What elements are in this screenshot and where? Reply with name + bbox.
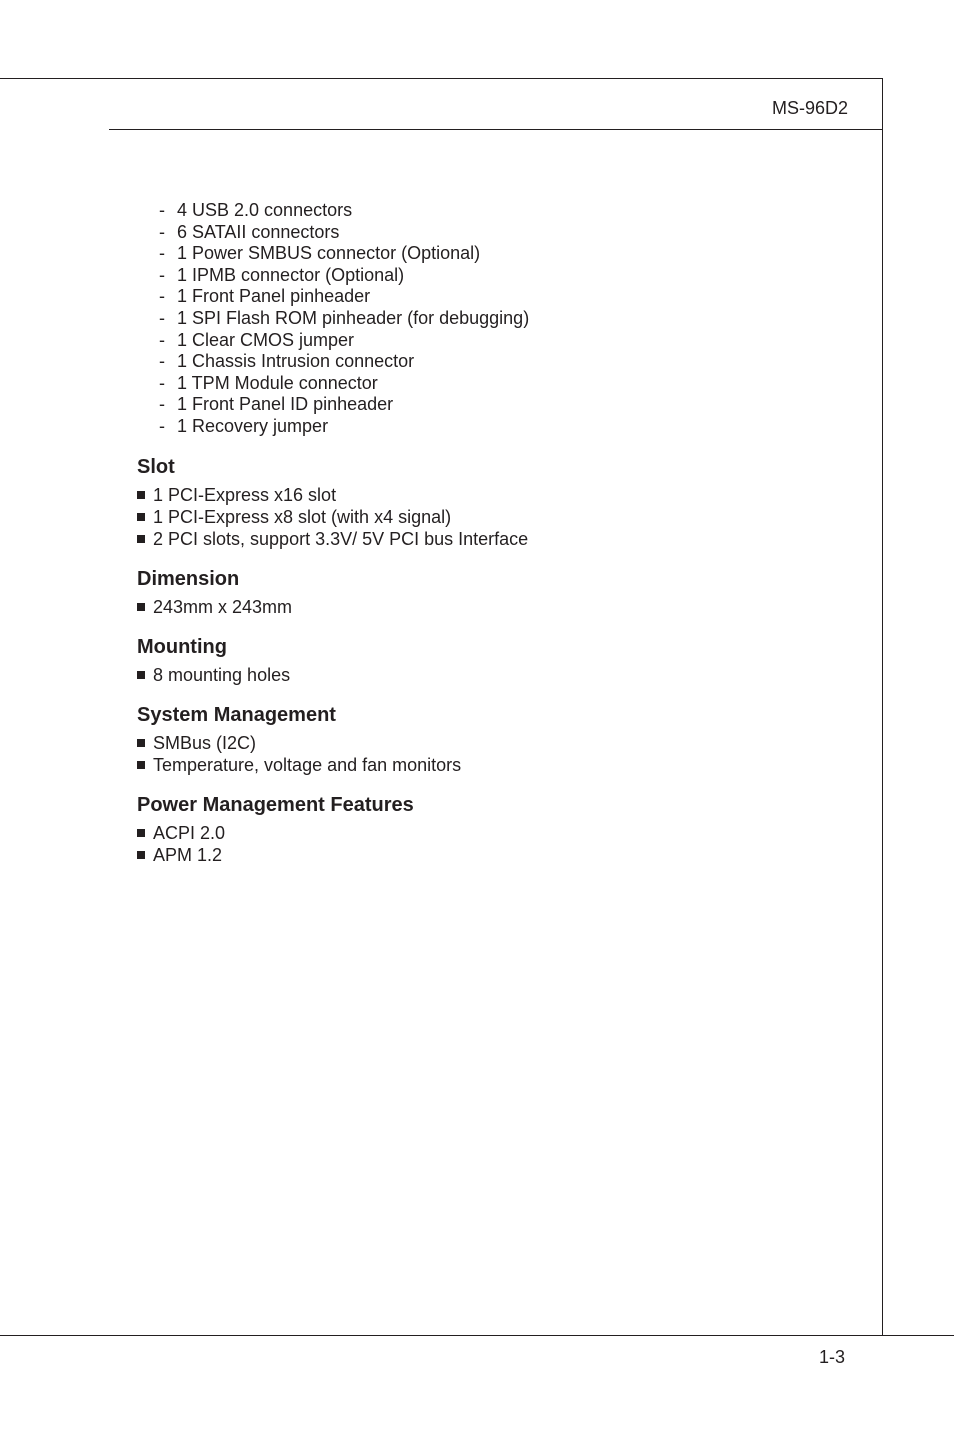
list-item: - 1 TPM Module connector [159,372,378,393]
header-rule [109,129,883,130]
square-bullet-icon [137,671,145,679]
dash-marker: - [159,243,165,264]
right-margin-rule [882,78,883,1336]
bullet-list [137,822,857,866]
dash-marker: - [159,200,165,220]
dash-marker: - [159,329,165,350]
dash-marker: - [159,372,165,393]
bullet-list [137,484,857,550]
list-item: - 1 Front Panel pinheader [159,286,371,307]
square-bullet-icon [137,761,145,769]
connector-list [159,200,857,438]
list-item: - 6 SATAII connectors [159,221,340,242]
list-item: APM 1.2 [137,844,857,866]
list-item: - 1 Clear CMOS jumper [159,329,355,350]
square-bullet-icon [137,603,145,611]
list-item: SMBus (I2C) [137,732,857,754]
list-item: Temperature, voltage and fan monitors [137,754,857,776]
square-bullet-icon [137,535,145,543]
list-item: - 1 Front Panel ID pinheader [159,394,394,415]
dash-marker: - [159,286,165,307]
list-item: ACPI 2.0 [137,822,857,844]
page-number: 1-3 [818,1347,845,1367]
bullet-list [137,732,857,776]
section-heading: Power Management Features [137,793,414,816]
list-item: 8 mounting holes [137,664,857,686]
dash-marker: - [159,351,165,372]
model-number: MS-96D2 [771,98,848,118]
square-bullet-icon [137,851,145,859]
section-power-management [137,792,857,866]
dash-marker: - [159,264,165,285]
section-slot [137,454,857,550]
dash-marker: - [159,307,165,328]
top-rule [0,78,883,79]
list-item: - 1 Chassis Intrusion connector [159,351,415,372]
section-heading: Dimension [137,567,240,590]
list-item: - 1 IPMB connector (Optional) [159,264,405,285]
list-item: 1 PCI-Express x16 slot [137,484,857,506]
bullet-list [137,596,857,618]
list-item: 1 PCI-Express x8 slot (with x4 signal) [137,506,857,528]
list-item: 243mm x 243mm [137,596,857,618]
section-heading: System Management [137,703,336,726]
bullet-list [137,664,857,686]
dash-marker: - [159,394,165,415]
spec-content [137,200,857,866]
square-bullet-icon [137,829,145,837]
section-heading: Slot [137,455,175,478]
section-dimension [137,566,857,618]
dash-marker: - [159,221,165,242]
list-item: - 1 Power SMBUS connector (Optional) [159,243,481,264]
bottom-rule [0,1335,954,1336]
section-heading: Mounting [137,635,227,658]
section-system-management [137,702,857,776]
dash-marker: - [159,415,165,436]
square-bullet-icon [137,513,145,521]
section-mounting [137,634,857,686]
list-item: - 4 USB 2.0 connectors [159,200,353,220]
square-bullet-icon [137,491,145,499]
list-item: 2 PCI slots, support 3.3V/ 5V PCI bus Interface [137,528,857,550]
list-item: - 1 SPI Flash ROM pinheader (for debugging) [159,307,530,328]
square-bullet-icon [137,739,145,747]
list-item: - 1 Recovery jumper [159,415,329,436]
